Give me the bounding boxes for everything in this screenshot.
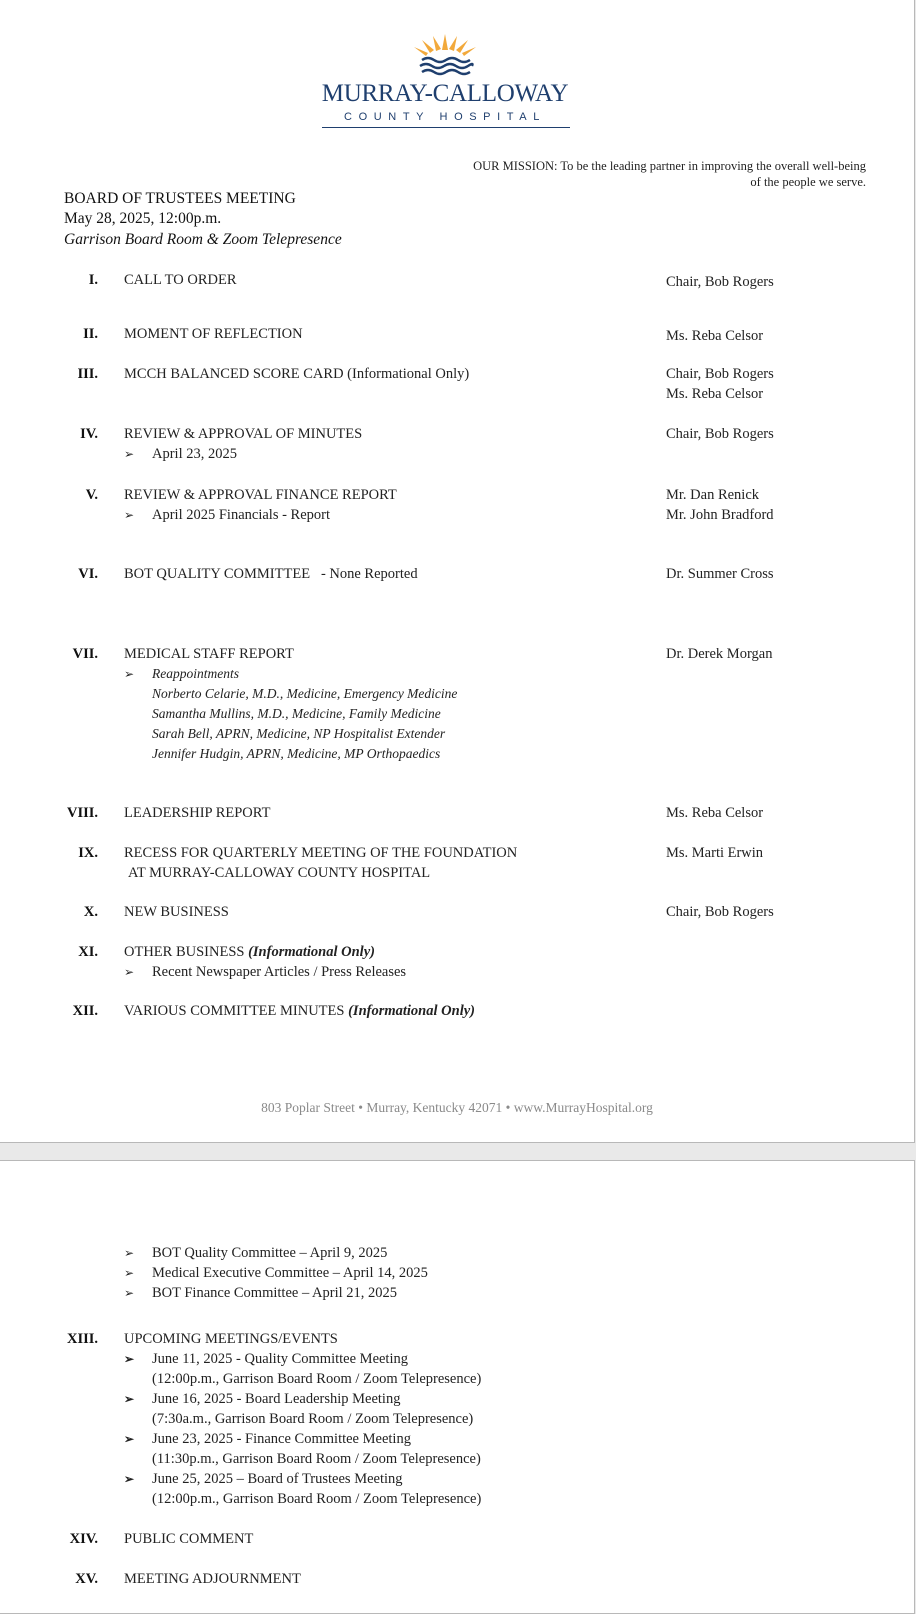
event-details: (12:00p.m., Garrison Board Room / Zoom Telepresence)	[152, 1371, 482, 1387]
meeting-title: BOARD OF TRUSTEES MEETING	[64, 190, 296, 207]
event-title: June 25, 2025 – Board of Trustees Meeting	[152, 1471, 403, 1487]
bullet-text: Medical Executive Committee – April 14, 2025	[152, 1265, 428, 1281]
item-number: VIII.	[66, 805, 98, 821]
item-number: III.	[77, 366, 98, 382]
event-title: June 23, 2025 - Finance Committee Meeting	[152, 1431, 411, 1447]
event-details: (12:00p.m., Garrison Board Room / Zoom Telepresence)	[152, 1491, 482, 1507]
item-title	[124, 944, 375, 961]
item-number: VII.	[72, 646, 98, 662]
item-title: LEADERSHIP REPORT	[124, 805, 271, 821]
bullet-arrow-icon: ➢	[124, 1266, 135, 1280]
hospital-logo	[320, 32, 570, 132]
item-note: (Informational Only)	[348, 1003, 475, 1019]
item-title-text: OTHER BUSINESS	[124, 944, 245, 960]
item-title-continued: AT MURRAY-CALLOWAY COUNTY HOSPITAL	[128, 865, 431, 881]
committee-minutes-bullet	[124, 1265, 428, 1282]
item-bullet	[124, 666, 239, 683]
bullet-text: BOT Quality Committee – April 9, 2025	[152, 1245, 388, 1261]
bullet-arrow-icon: ➢	[124, 1286, 135, 1300]
item-title: BOT QUALITY COMMITTEE - None Reported	[124, 566, 418, 582]
item-number: XV.	[75, 1571, 98, 1587]
sun-waves-icon	[320, 32, 570, 82]
bullet-arrow-icon: ➢	[124, 965, 135, 979]
item-note: (Informational Only)	[248, 944, 375, 960]
item-title: CALL TO ORDER	[124, 272, 237, 288]
item-title: MOMENT OF REFLECTION	[124, 326, 303, 342]
bullet-text: Reappointments	[152, 666, 239, 681]
item-number: IV.	[80, 426, 98, 442]
reappointment-name: Samantha Mullins, M.D., Medicine, Family Medicine	[152, 706, 441, 721]
logo-name: MURRAY-CALLOWAY	[321, 80, 569, 107]
item-title: REVIEW & APPROVAL OF MINUTES	[124, 426, 363, 442]
bullet-arrow-icon: ➢	[124, 508, 135, 522]
item-title-text: VARIOUS COMMITTEE MINUTES	[124, 1003, 345, 1019]
committee-minutes-bullet	[124, 1245, 387, 1262]
item-presenter: Chair, Bob Rogers	[666, 426, 774, 442]
item-title: PUBLIC COMMENT	[124, 1531, 254, 1547]
item-title	[124, 1003, 475, 1020]
bullet-arrow-icon: ➢	[124, 447, 135, 461]
bullet-arrow-icon: ➢	[124, 1352, 135, 1366]
page-footer-address: 803 Poplar Street • Murray, Kentucky 42071 • www.MurrayHospital.org	[261, 1100, 653, 1115]
item-title: REVIEW & APPROVAL FINANCE REPORT	[124, 487, 397, 503]
bullet-text: April 23, 2025	[152, 446, 237, 462]
event-details: (7:30a.m., Garrison Board Room / Zoom Telepresence)	[152, 1411, 474, 1427]
committee-minutes-bullet	[124, 1285, 397, 1302]
item-presenter: Ms. Reba Celsor	[666, 328, 764, 344]
event-bullet	[124, 1471, 403, 1488]
item-number: XI.	[78, 944, 98, 960]
bullet-arrow-icon: ➢	[124, 1432, 135, 1446]
item-title: MEDICAL STAFF REPORT	[124, 646, 294, 662]
item-number: X.	[83, 904, 98, 920]
item-bullet	[124, 507, 330, 524]
logo-divider	[322, 127, 570, 128]
item-number: VI.	[78, 566, 98, 582]
item-presenter-2: Mr. John Bradford	[666, 507, 774, 523]
bullet-arrow-icon: ➢	[124, 1472, 135, 1486]
reappointment-name: Sarah Bell, APRN, Medicine, NP Hospitalist Extender	[152, 726, 446, 741]
reappointment-name: Jennifer Hudgin, APRN, Medicine, MP Orthopaedics	[152, 746, 441, 761]
item-bullet	[124, 446, 237, 463]
item-title: NEW BUSINESS	[124, 904, 229, 920]
event-title: June 11, 2025 - Quality Committee Meeting	[152, 1351, 408, 1367]
item-presenter: Dr. Derek Morgan	[666, 646, 773, 662]
agenda-page-2	[0, 1160, 915, 1614]
item-number: XIII.	[66, 1331, 98, 1347]
event-bullet	[124, 1431, 411, 1448]
item-title: RECESS FOR QUARTERLY MEETING OF THE FOUNDATION	[124, 845, 518, 861]
bullet-text: BOT Finance Committee – April 21, 2025	[152, 1285, 398, 1301]
item-title: MEETING ADJOURNMENT	[124, 1571, 301, 1587]
event-details: (11:30p.m., Garrison Board Room / Zoom Telepresence)	[152, 1451, 481, 1467]
item-bullet	[124, 964, 406, 981]
bullet-text: Recent Newspaper Articles / Press Releases	[152, 964, 407, 980]
logo-subtitle: COUNTY HOSPITAL	[344, 111, 546, 123]
bullet-arrow-icon: ➢	[124, 1392, 135, 1406]
item-number: V.	[85, 487, 98, 503]
item-presenter: Chair, Bob Rogers	[666, 274, 774, 290]
mission-line-1: OUR MISSION: To be the leading partner in improving the overall well-being	[473, 159, 866, 173]
item-presenter: Chair, Bob Rogers	[666, 904, 774, 920]
meeting-location: Garrison Board Room & Zoom Telepresence	[64, 231, 342, 248]
item-number: XIV.	[69, 1531, 98, 1547]
reappointment-name: Norberto Celarie, M.D., Medicine, Emergency Medicine	[152, 686, 458, 701]
event-bullet	[124, 1351, 408, 1368]
mission-line-2: of the people we serve.	[750, 175, 866, 189]
event-title: June 16, 2025 - Board Leadership Meeting	[152, 1391, 401, 1407]
meeting-datetime: May 28, 2025, 12:00p.m.	[64, 210, 222, 227]
bullet-text: April 2025 Financials - Report	[152, 507, 331, 523]
item-number: XII.	[72, 1003, 98, 1019]
item-presenter: Ms. Reba Celsor	[666, 805, 764, 821]
item-presenter-1: Chair, Bob Rogers	[666, 366, 774, 382]
bullet-arrow-icon: ➢	[124, 1246, 135, 1260]
item-title: MCCH BALANCED SCORE CARD (Informational Only)	[124, 366, 470, 382]
mission-statement	[396, 158, 866, 190]
item-number: I.	[88, 272, 98, 288]
item-presenter: Ms. Marti Erwin	[666, 845, 764, 861]
item-presenter: Dr. Summer Cross	[666, 566, 774, 582]
item-presenter-2: Ms. Reba Celsor	[666, 386, 764, 402]
item-number: IX.	[78, 845, 98, 861]
item-number: II.	[83, 326, 98, 342]
bullet-arrow-icon: ➢	[124, 667, 135, 681]
event-bullet	[124, 1391, 400, 1408]
item-title: UPCOMING MEETINGS/EVENTS	[124, 1331, 338, 1347]
item-presenter-1: Mr. Dan Renick	[666, 487, 760, 503]
